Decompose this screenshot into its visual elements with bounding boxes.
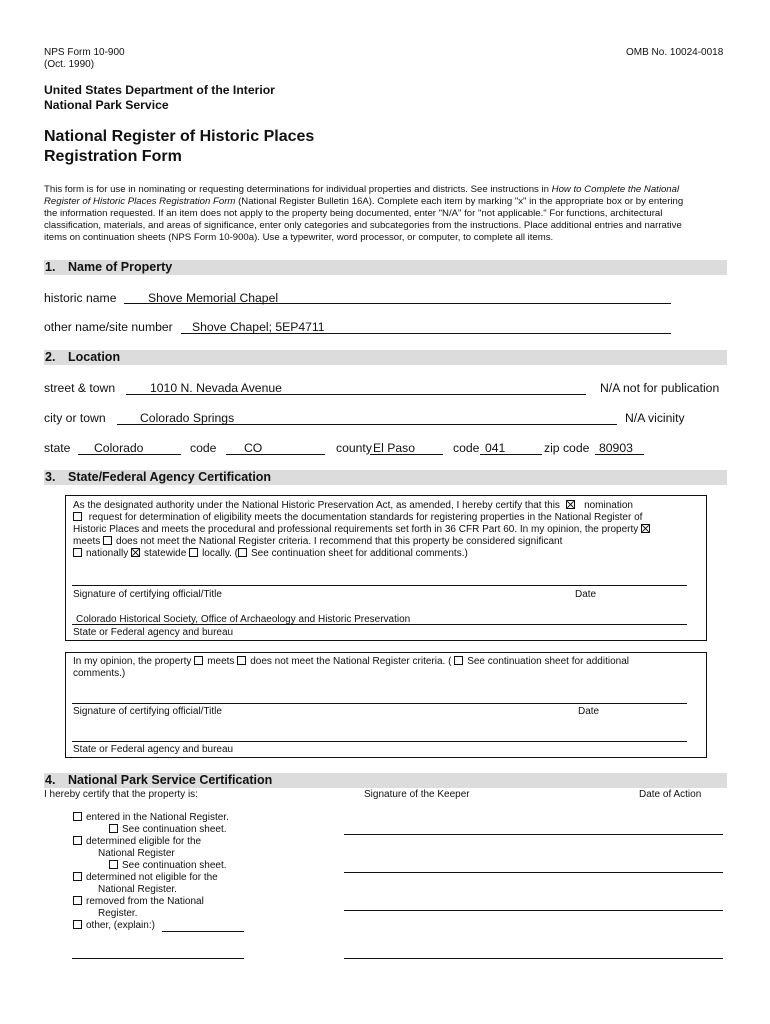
- keeper-sig-line-4[interactable]: [344, 958, 723, 959]
- signature-label: Signature of certifying official/Title: [73, 589, 222, 600]
- agency-label: State or Federal agency and bureau: [73, 627, 234, 638]
- county-field[interactable]: El Paso: [373, 441, 416, 455]
- state-code-label: code: [190, 441, 217, 455]
- continuation-checkbox[interactable]: [238, 548, 247, 557]
- state-label: state: [44, 441, 71, 455]
- state-field[interactable]: Colorado: [94, 441, 144, 455]
- keeper-sig-line-1[interactable]: [344, 834, 723, 835]
- zip-label: zip code: [544, 441, 590, 455]
- page-subtitle: Registration Form: [44, 148, 182, 165]
- not-eligible-checkbox[interactable]: [73, 872, 82, 881]
- request-checkbox[interactable]: [73, 512, 82, 521]
- certify-text: I hereby certify that the property is:: [44, 789, 198, 800]
- date-label: Date: [575, 589, 597, 600]
- omb-number: OMB No. 10024-0018: [626, 47, 724, 58]
- signature-line[interactable]: [72, 585, 687, 586]
- state-code-field[interactable]: CO: [244, 441, 263, 455]
- other-explain-line[interactable]: [162, 931, 244, 932]
- agency2-line[interactable]: [72, 741, 687, 742]
- nps-options: entered in the National Register. See continuation sheet. determined eligible for the National Register See continuation sheet. determined not eligible for the National Register. removed from the National Register. other, (explain:): [73, 812, 229, 932]
- opinion-not-meet-checkbox[interactable]: [237, 656, 246, 665]
- signature2-line[interactable]: [72, 703, 687, 704]
- date-of-action-label: Date of Action: [639, 789, 702, 800]
- certification-text: As the designated authority under the National Historic Preservation Act, as amended, I hereby certify that this nomination request for determination of eligibility meets the documentation standards for registering properties in the National Register of Historic Places and meets the procedural and professional requirements set forth in 36 CFR Part 60. In my opinion, the property meets does not meet the National Register criteria. I recommend that this property be considered significant nationally statewide locally. ( See continuation sheet for additional comments.): [73, 500, 703, 560]
- section-1-header: 1. Name of Property: [44, 260, 727, 275]
- keeper-label: Signature of the Keeper: [364, 789, 470, 800]
- not-for-publication[interactable]: N/A not for publication: [600, 381, 720, 395]
- section-3-header: 3. State/Federal Agency Certification: [44, 470, 727, 485]
- entered-checkbox[interactable]: [73, 812, 82, 821]
- opinion-text: In my opinion, the property meets does not meet the National Register criteria. ( See continuation sheet for additional comments.): [73, 656, 629, 679]
- service: National Park Service: [44, 98, 169, 112]
- date2-label: Date: [578, 706, 600, 717]
- street-label: street & town: [44, 381, 116, 395]
- county-label: county: [336, 441, 372, 455]
- section-2-header: 2. Location: [44, 350, 727, 365]
- department: United States Department of the Interior: [44, 83, 275, 97]
- nomination-checkbox[interactable]: [566, 500, 575, 509]
- opinion-continuation-checkbox[interactable]: [454, 656, 463, 665]
- form-date: (Oct. 1990): [44, 59, 95, 70]
- opinion-meets-checkbox[interactable]: [194, 656, 203, 665]
- page-title: National Register of Historic Places: [44, 128, 315, 145]
- keeper-sig-line-3[interactable]: [344, 910, 723, 911]
- agency-field[interactable]: Colorado Historical Society, Office of Archaeology and Historic Preservation: [76, 614, 411, 625]
- intro-paragraph: This form is for use in nominating or requesting determinations for individual properties and districts. See instructions in How to Complete the National Register of Historic Places Registration Form (National Register Bulletin 16A). Complete each item by marking "x" in the appropriate box or by entering the information requested. If an item does not apply to the property being documented, enter "N/A" for "not applicable." For functions, architectural classification, materials, and areas of significance, enter only categories and subcategories from the instructions. Place additional entries and narrative items on continuation sheets (NPS Form 10-900a). Use a typewriter, word processor, or computer, to complete all items.: [44, 184, 684, 243]
- eligible-continuation-checkbox[interactable]: [109, 860, 118, 869]
- city-label: city or town: [44, 411, 106, 425]
- signature2-label: Signature of certifying official/Title: [73, 706, 222, 717]
- agency-underline: [72, 624, 687, 625]
- vicinity[interactable]: N/A vicinity: [625, 411, 685, 425]
- statewide-checkbox[interactable]: [131, 548, 140, 557]
- property-checkbox[interactable]: [641, 524, 650, 533]
- eligible-checkbox[interactable]: [73, 836, 82, 845]
- state-code-underline: [226, 454, 325, 455]
- form-id: NPS Form 10-900: [44, 47, 125, 58]
- other-line-2[interactable]: [72, 958, 244, 959]
- county-code-label: code: [453, 441, 480, 455]
- does-not-meet-checkbox[interactable]: [103, 536, 112, 545]
- street-field[interactable]: 1010 N. Nevada Avenue: [150, 381, 282, 395]
- section-4-header: 4. National Park Service Certification: [44, 773, 727, 788]
- historic-name-field[interactable]: Shove Memorial Chapel: [148, 291, 279, 305]
- removed-checkbox[interactable]: [73, 896, 82, 905]
- other-name-field[interactable]: Shove Chapel; 5EP4711: [192, 320, 325, 334]
- historic-name-label: historic name: [44, 291, 117, 305]
- nationally-checkbox[interactable]: [73, 548, 82, 557]
- city-field[interactable]: Colorado Springs: [140, 411, 235, 425]
- entered-continuation-checkbox[interactable]: [109, 824, 118, 833]
- other-checkbox[interactable]: [73, 920, 82, 929]
- other-name-label: other name/site number: [44, 320, 173, 334]
- agency2-label: State or Federal agency and bureau: [73, 744, 234, 755]
- keeper-sig-line-2[interactable]: [344, 872, 723, 873]
- county-code-field[interactable]: 041: [485, 441, 506, 455]
- locally-checkbox[interactable]: [189, 548, 198, 557]
- zip-field[interactable]: 80903: [599, 441, 633, 455]
